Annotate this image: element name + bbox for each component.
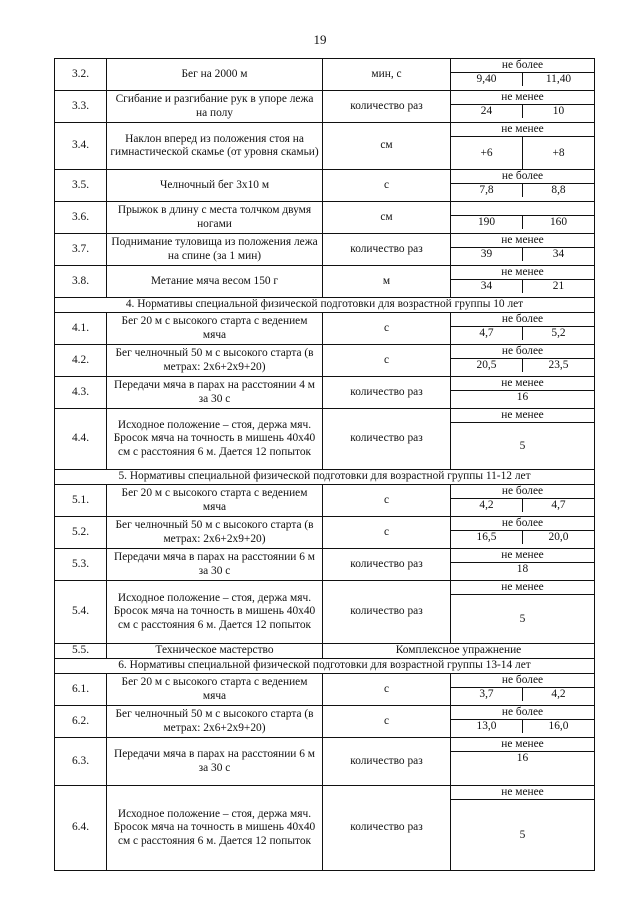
- norm-qualifier: не более: [451, 313, 594, 327]
- norm-value-combined: 18: [516, 563, 529, 575]
- norm-values: [451, 202, 595, 234]
- section-header-row: [55, 470, 595, 485]
- norm-value-combined: 5: [519, 440, 526, 452]
- norm-qualifier: не более: [451, 485, 594, 499]
- norm-values: [451, 91, 595, 123]
- norm-value-girls: 4,2: [522, 688, 594, 701]
- norm-value-combined: 16: [516, 752, 529, 764]
- row-number: 3.6.: [55, 202, 107, 234]
- norm-qualifier: не более: [451, 59, 594, 73]
- norm-qualifier: не менее: [451, 738, 594, 752]
- row-number: 6.3.: [55, 738, 107, 786]
- test-name: Бег челночный 50 м с высокого старта (в метрах: 2х6+2х9+20): [107, 345, 323, 377]
- row-number: 5.1.: [55, 485, 107, 517]
- table-row: [55, 91, 595, 123]
- test-name: Передачи мяча в парах на расстоянии 6 м за 30 с: [107, 738, 323, 786]
- unit-of-measure: количество раз: [323, 786, 451, 871]
- table-row: [55, 266, 595, 298]
- row-number: 5.5.: [55, 644, 107, 659]
- row-number: 6.2.: [55, 706, 107, 738]
- row-number: 4.1.: [55, 313, 107, 345]
- unit-of-measure: количество раз: [323, 234, 451, 266]
- row-value: Комплексное упражнение: [323, 644, 595, 659]
- table-row: [55, 738, 595, 786]
- norm-values: [451, 345, 595, 377]
- test-name: Бег челночный 50 м с высокого старта (в метрах: 2х6+2х9+20): [107, 517, 323, 549]
- norm-qualifier: не менее: [451, 377, 594, 391]
- norm-value-combined: 5: [519, 613, 526, 625]
- norm-value-girls: 20,0: [522, 531, 594, 544]
- norm-value-boys: 24: [480, 105, 493, 117]
- table-row: [55, 377, 595, 409]
- row-number: 5.4.: [55, 581, 107, 644]
- table-row: [55, 674, 595, 706]
- unit-of-measure: см: [323, 123, 451, 170]
- table-row: [55, 202, 595, 234]
- row-number: 4.3.: [55, 377, 107, 409]
- norm-values: [451, 313, 595, 345]
- norm-value-boys: 9,40: [476, 73, 497, 85]
- unit-of-measure: количество раз: [323, 409, 451, 470]
- norm-value-boys: 4,7: [479, 327, 494, 339]
- norm-value-boys: 3,7: [479, 688, 494, 700]
- norm-value-girls: 16,0: [522, 720, 594, 733]
- test-name: Техническое мастерство: [107, 644, 323, 659]
- norm-values: [451, 409, 595, 470]
- norm-qualifier: [451, 202, 594, 216]
- row-number: 3.4.: [55, 123, 107, 170]
- norm-value-girls: 160: [522, 216, 594, 229]
- test-name: Передачи мяча в парах на расстоянии 4 м за 30 с: [107, 377, 323, 409]
- norm-values: [451, 706, 595, 738]
- row-number: 3.8.: [55, 266, 107, 298]
- section-title: 5. Нормативы специальной физической подготовки для возрастной группы 11-12 лет: [55, 470, 595, 485]
- test-name: Прыжок в длину с места толчком двумя ногами: [107, 202, 323, 234]
- row-number: 5.3.: [55, 549, 107, 581]
- norm-value-girls: +8: [522, 137, 594, 169]
- norm-value-boys: 190: [477, 216, 496, 228]
- norm-qualifier: не менее: [451, 234, 594, 248]
- table-row: [55, 345, 595, 377]
- test-name: Наклон вперед из положения стоя на гимнастической скамье (от уровня скамьи): [107, 123, 323, 170]
- norm-qualifier: не менее: [451, 581, 594, 595]
- table-row: [55, 644, 595, 659]
- norm-value-girls: 4,7: [522, 499, 594, 512]
- section-header-row: [55, 298, 595, 313]
- norm-values: [451, 674, 595, 706]
- norm-value-girls: 11,40: [522, 73, 594, 86]
- norms-table: [54, 58, 595, 871]
- unit-of-measure: с: [323, 706, 451, 738]
- norm-value-girls: 10: [522, 105, 594, 118]
- norm-values: [451, 377, 595, 409]
- unit-of-measure: с: [323, 485, 451, 517]
- unit-of-measure: количество раз: [323, 91, 451, 123]
- row-number: 3.5.: [55, 170, 107, 202]
- norm-values: [451, 123, 595, 170]
- test-name: Исходное положение – стоя, держа мяч. Бросок мяча на точность в мишень 40х40 см с расстояния 6 м. Дается 12 попыток: [107, 581, 323, 644]
- section-title: 4. Нормативы специальной физической подготовки для возрастной группы 10 лет: [55, 298, 595, 313]
- norm-value-combined: 16: [516, 391, 529, 403]
- unit-of-measure: с: [323, 674, 451, 706]
- section-header-row: [55, 659, 595, 674]
- test-name: Бег 20 м с высокого старта с ведением мяча: [107, 313, 323, 345]
- unit-of-measure: м: [323, 266, 451, 298]
- row-number: 4.4.: [55, 409, 107, 470]
- test-name: Передачи мяча в парах на расстоянии 6 м за 30 с: [107, 549, 323, 581]
- test-name: Метание мяча весом 150 г: [107, 266, 323, 298]
- unit-of-measure: с: [323, 170, 451, 202]
- row-number: 6.4.: [55, 786, 107, 871]
- norm-qualifier: не менее: [451, 409, 594, 423]
- unit-of-measure: с: [323, 345, 451, 377]
- unit-of-measure: с: [323, 517, 451, 549]
- norm-value-girls: 23,5: [522, 359, 594, 372]
- norm-qualifier: не менее: [451, 266, 594, 280]
- table-row: [55, 485, 595, 517]
- table-row: [55, 234, 595, 266]
- norm-value-girls: 5,2: [522, 327, 594, 340]
- row-number: 3.2.: [55, 59, 107, 91]
- test-name: Бег на 2000 м: [107, 59, 323, 91]
- norm-qualifier: не более: [451, 674, 594, 688]
- norm-value-boys: 20,5: [476, 359, 497, 371]
- norm-values: [451, 59, 595, 91]
- norm-value-combined: 5: [519, 829, 526, 841]
- unit-of-measure: количество раз: [323, 581, 451, 644]
- row-number: 3.3.: [55, 91, 107, 123]
- row-number: 5.2.: [55, 517, 107, 549]
- test-name: Бег 20 м с высокого старта с ведением мяча: [107, 674, 323, 706]
- norm-value-girls: 34: [522, 248, 594, 261]
- norm-values: [451, 266, 595, 298]
- norm-values: [451, 234, 595, 266]
- norm-values: [451, 786, 595, 871]
- norm-qualifier: не более: [451, 170, 594, 184]
- page-number: 19: [313, 32, 327, 47]
- norm-value-girls: 21: [522, 280, 594, 293]
- unit-of-measure: см: [323, 202, 451, 234]
- test-name: Исходное положение – стоя, держа мяч. Бросок мяча на точность в мишень 40х40 см с расстояния 6 м. Дается 12 попыток: [107, 786, 323, 871]
- norm-qualifier: не менее: [451, 91, 594, 105]
- norm-values: [451, 485, 595, 517]
- unit-of-measure: количество раз: [323, 377, 451, 409]
- table-row: [55, 786, 595, 871]
- norm-value-boys: 16,5: [476, 531, 497, 543]
- norm-values: [451, 549, 595, 581]
- table-row: [55, 517, 595, 549]
- table-row: [55, 706, 595, 738]
- norm-qualifier: не более: [451, 517, 594, 531]
- test-name: Бег челночный 50 м с высокого старта (в метрах: 2х6+2х9+20): [107, 706, 323, 738]
- norm-value-boys: 13,0: [476, 720, 497, 732]
- table-row: [55, 123, 595, 170]
- norm-value-boys: +6: [480, 147, 493, 159]
- table-row: [55, 313, 595, 345]
- test-name: Челночный бег 3х10 м: [107, 170, 323, 202]
- norm-qualifier: не более: [451, 345, 594, 359]
- row-number: 3.7.: [55, 234, 107, 266]
- table-row: [55, 581, 595, 644]
- norm-qualifier: не более: [451, 706, 594, 720]
- unit-of-measure: мин, с: [323, 59, 451, 91]
- unit-of-measure: с: [323, 313, 451, 345]
- norm-qualifier: не менее: [451, 786, 594, 800]
- row-number: 4.2.: [55, 345, 107, 377]
- norm-qualifier: не менее: [451, 123, 594, 137]
- unit-of-measure: количество раз: [323, 738, 451, 786]
- table-row: [55, 170, 595, 202]
- norm-qualifier: не менее: [451, 549, 594, 563]
- norm-value-boys: 39: [480, 248, 493, 260]
- norm-value-boys: 7,8: [479, 184, 494, 196]
- norm-values: [451, 581, 595, 644]
- test-name: Поднимание туловища из положения лежа на спине (за 1 мин): [107, 234, 323, 266]
- norm-value-boys: 34: [480, 280, 493, 292]
- table-row: [55, 59, 595, 91]
- norm-values: [451, 170, 595, 202]
- table-row: [55, 549, 595, 581]
- norm-value-boys: 4,2: [479, 499, 494, 511]
- test-name: Исходное положение – стоя, держа мяч. Бросок мяча на точность в мишень 40х40 см с расстояния 6 м. Дается 12 попыток: [107, 409, 323, 470]
- norm-value-girls: 8,8: [522, 184, 594, 197]
- unit-of-measure: количество раз: [323, 549, 451, 581]
- test-name: Бег 20 м с высокого старта с ведением мяча: [107, 485, 323, 517]
- section-title: 6. Нормативы специальной физической подготовки для возрастной группы 13-14 лет: [55, 659, 595, 674]
- row-number: 6.1.: [55, 674, 107, 706]
- table-row: [55, 409, 595, 470]
- norm-values: [451, 517, 595, 549]
- test-name: Сгибание и разгибание рук в упоре лежа на полу: [107, 91, 323, 123]
- norm-values: [451, 738, 595, 786]
